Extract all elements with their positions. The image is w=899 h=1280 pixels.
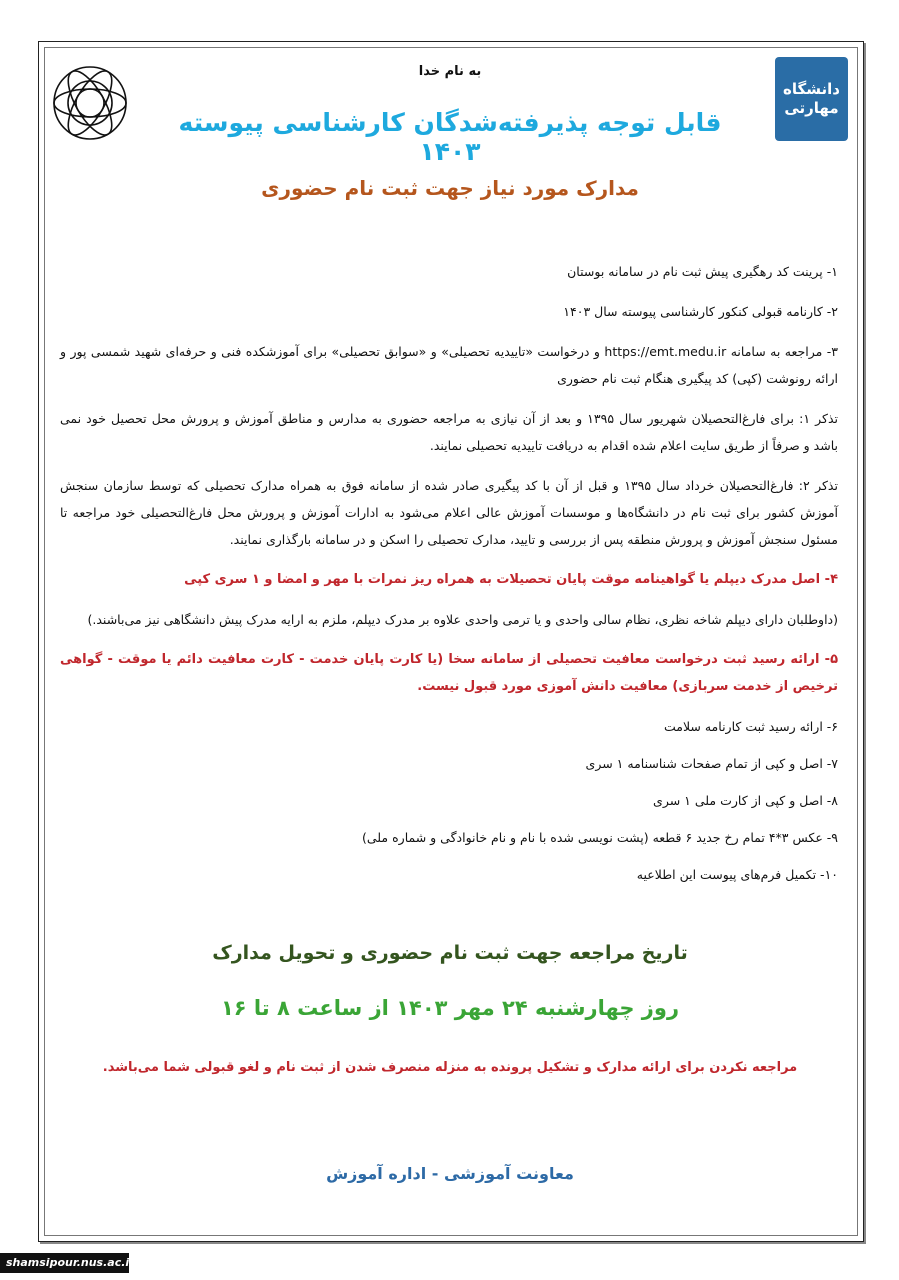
list-item-important: ۵- ارائه رسید ثبت درخواست معافیت تحصیلی از سامانه سخا (یا کارت پایان خدمت - کارت معافیت دائم یا موقت - گواهی ترخیص از خدمت سربازی) معافیت دانش آموزی مورد قبول نیست. (60, 652, 838, 694)
left-emblem-logo (50, 63, 130, 143)
list-item: ۷- اصل و کپی از تمام صفحات شناسنامه ۱ سری (585, 756, 838, 771)
university-logo (775, 57, 848, 141)
list-item: ۲- کارنامه قبولی کنکور کارشناسی پیوسته سال ۱۴۰۳ (563, 304, 838, 319)
warning-note: مراجعه نکردن برای ارائه مدارک و تشکیل پرونده به منزله منصرف شدن از ثبت نام و لغو قبولی شما می‌باشد. (102, 1060, 798, 1075)
note-item: تذکر ۲: فارغ‌التحصیلان خرداد سال ۱۳۹۵ و قبل از آن با کد پیگیری صادر شده از سامانه فوق به همراه مدارک تحصیلی که توسط سازمان سنجش آموزش کشور برای ثبت نام در دانشگاه‌ها و موسسات آموزش عالی اعلام می‌شود به ادارات آموزش و پرورش محل فارغ‌التحصیلی خود مراجعه تا مسئول سنجش آموزش و پرورش منطقه پس از بررسی و تایید، مدارک تحصیلی را اسکن و در سامانه بارگذاری نمایند. (60, 478, 838, 547)
university-logo-text: دانشگاه مهارتی (783, 79, 840, 117)
list-item: ۱- پرینت کد رهگیری پیش ثبت نام در سامانه بوستان (567, 264, 838, 279)
note-item: (داوطلبان دارای دیپلم شاخه نظری، نظام سالی واحدی و یا ترمی واحدی علاوه بر مدرک دیپلم، ملزم به ارایه مدرک پیش دانشگاهی نیز می‌باشند.) (87, 612, 838, 627)
footer-url-badge[interactable]: shamsipour.nus.ac.ir (0, 1253, 129, 1273)
page-title: قابل توجه پذیرفته‌شدگان کارشناسی پیوسته ۱۴۰۳ (178, 108, 722, 166)
list-item-important: ۴- اصل مدرک دیپلم یا گواهینامه موقت پایان تحصیلات به همراه ریز نمرات با مهر و امضا و ۱ سری کپی (184, 572, 838, 587)
list-item: ۹- عکس ۳*۴ تمام رخ جدید ۶ قطعه (پشت نویسی شده با نام و نام خانوادگی و شماره ملی) (362, 830, 838, 845)
list-item: ۶- ارائه رسید ثبت کارنامه سلامت (663, 719, 838, 734)
note-item: تذکر ۱: برای فارغ‌التحصیلان شهریور سال ۱۳۹۵ و بعد از آن نیازی به مراجعه حضوری به مدارس و مناطق آموزش و پرورش محل تحصیل خود نمی باشد و صرفاً از طریق سایت اعلام شده اقدام به دریافت تاییدیه تحصیلی نمایند. (60, 411, 838, 453)
bismillah-heading: به نام خدا (418, 64, 482, 79)
list-item: ۳- مراجعه به سامانه https://emt.medu.ir و درخواست «تاییدیه تحصیلی» و «سوابق تحصیلی» برای آموزشکده فنی و حرفه‌ای شهید شمسی پور و ارائه رونوشت (کپی) کد پیگیری هنگام ثبت نام حضوری (60, 344, 838, 386)
documents-list (60, 258, 838, 898)
list-item: ۸- اصل و کپی از کارت ملی ۱ سری (653, 793, 838, 808)
list-item: ۱۰- تکمیل فرم‌های پیوست این اطلاعیه (636, 867, 838, 882)
schedule-date: روز چهارشنبه ۲۴ مهر ۱۴۰۳ از ساعت ۸ تا ۱۶ (220, 996, 680, 1020)
page-subtitle: مدارک مورد نیاز جهت ثبت نام حضوری (261, 176, 639, 200)
schedule-title: تاریخ مراجعه جهت ثبت نام حضوری و تحویل مدارک (212, 942, 688, 964)
signature: معاونت آموزشی - اداره آموزش (326, 1164, 574, 1183)
